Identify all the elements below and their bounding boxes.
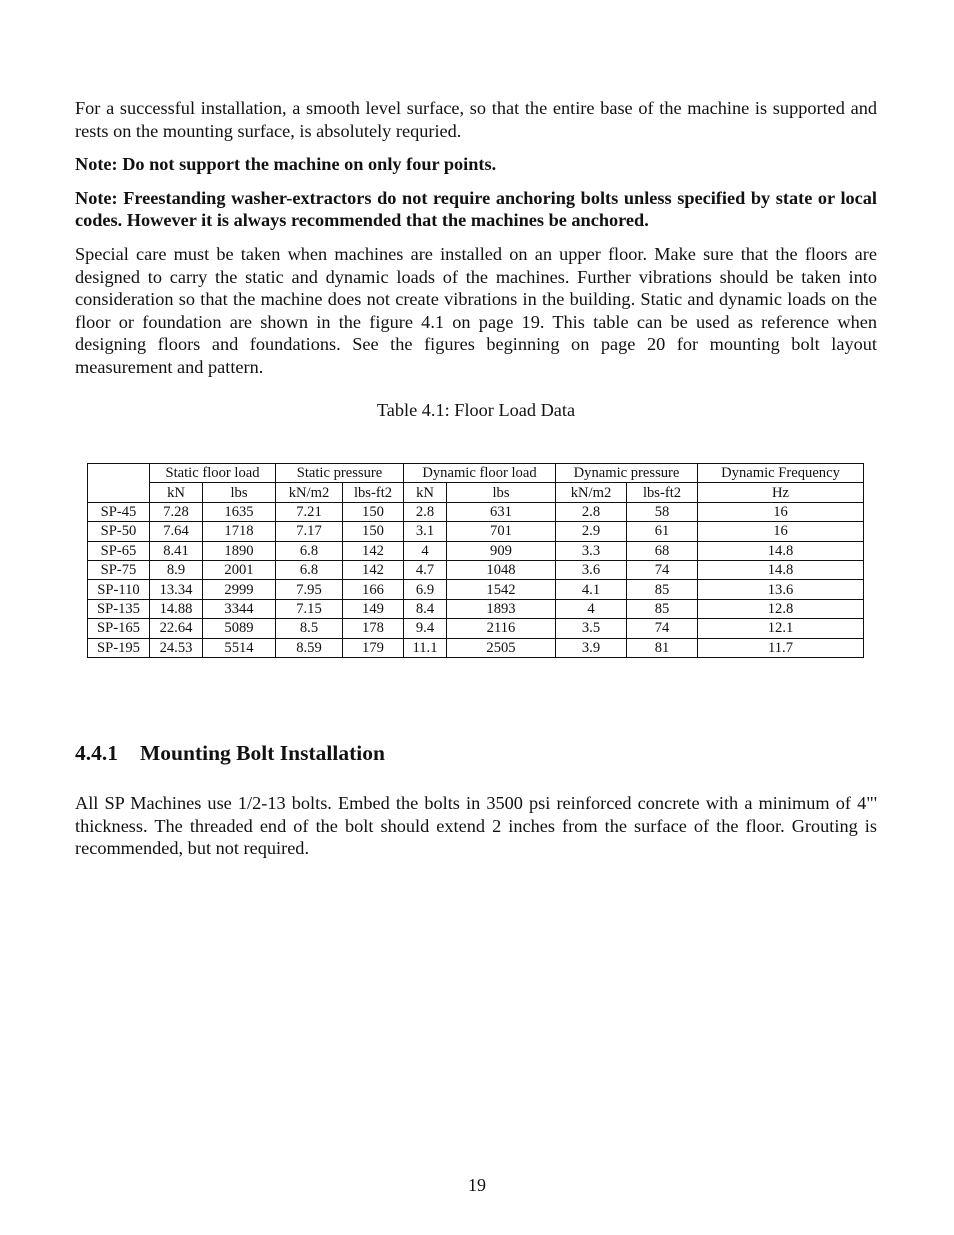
value-cell: 1890 <box>203 541 276 560</box>
value-cell: 5514 <box>203 638 276 657</box>
value-cell: 14.88 <box>150 599 203 618</box>
table-corner-cell <box>88 464 150 503</box>
intro-paragraph: For a successful installation, a smooth level surface, so that the entire base of the machine is supported and rests on the mounting surface, is absolutely requried. <box>75 98 877 141</box>
value-cell: 11.1 <box>404 638 447 657</box>
value-cell: 68 <box>627 541 698 560</box>
value-cell: 2.8 <box>556 502 627 521</box>
value-cell: 2505 <box>447 638 556 657</box>
value-cell: 61 <box>627 522 698 541</box>
header-dynamic-pressure: Dynamic pressure <box>556 464 698 483</box>
value-cell: 6.9 <box>404 580 447 599</box>
value-cell: 74 <box>627 560 698 579</box>
unit-header: Hz <box>698 483 864 502</box>
value-cell: 13.34 <box>150 580 203 599</box>
unit-header: kN <box>150 483 203 502</box>
unit-header: lbs <box>203 483 276 502</box>
model-cell: SP-45 <box>88 502 150 521</box>
model-cell: SP-110 <box>88 580 150 599</box>
value-cell: 8.59 <box>276 638 343 657</box>
model-cell: SP-65 <box>88 541 150 560</box>
value-cell: 631 <box>447 502 556 521</box>
value-cell: 2116 <box>447 619 556 638</box>
model-cell: SP-165 <box>88 619 150 638</box>
value-cell: 1718 <box>203 522 276 541</box>
value-cell: 85 <box>627 599 698 618</box>
mounting-bolt-paragraph: All SP Machines use 1/2-13 bolts. Embed the bolts in 3500 psi reinforced concrete with a minimum of 4"' thickness. The threaded end of the bolt should extend 2 inches from the surface of the floor. Grouting is recommended, but not required. <box>75 793 877 859</box>
section-number: 4.4.1 <box>75 741 118 765</box>
value-cell: 13.6 <box>698 580 864 599</box>
document-page <box>75 97 877 859</box>
value-cell: 1893 <box>447 599 556 618</box>
unit-header: lbs-ft2 <box>343 483 404 502</box>
value-cell: 14.8 <box>698 541 864 560</box>
value-cell: 8.9 <box>150 560 203 579</box>
section-title: Mounting Bolt Installation <box>140 741 385 765</box>
table-row <box>88 638 864 657</box>
header-dynamic-floor-load: Dynamic floor load <box>404 464 556 483</box>
model-cell: SP-195 <box>88 638 150 657</box>
value-cell: 142 <box>343 560 404 579</box>
value-cell: 3.9 <box>556 638 627 657</box>
page-number: 19 <box>468 1175 486 1195</box>
value-cell: 3344 <box>203 599 276 618</box>
header-static-floor-load: Static floor load <box>150 464 276 483</box>
value-cell: 3.6 <box>556 560 627 579</box>
unit-header: lbs <box>447 483 556 502</box>
note-four-points: Note: Do not support the machine on only four points. <box>75 154 497 175</box>
model-cell: SP-50 <box>88 522 150 541</box>
value-cell: 2.8 <box>404 502 447 521</box>
table-body <box>88 502 864 657</box>
value-cell: 3.5 <box>556 619 627 638</box>
value-cell: 4 <box>556 599 627 618</box>
value-cell: 16 <box>698 502 864 521</box>
value-cell: 6.8 <box>276 541 343 560</box>
unit-header: kN <box>404 483 447 502</box>
value-cell: 58 <box>627 502 698 521</box>
value-cell: 178 <box>343 619 404 638</box>
value-cell: 3.1 <box>404 522 447 541</box>
unit-header: kN/m2 <box>556 483 627 502</box>
value-cell: 701 <box>447 522 556 541</box>
value-cell: 4 <box>404 541 447 560</box>
value-cell: 8.5 <box>276 619 343 638</box>
table-row <box>88 560 864 579</box>
value-cell: 5089 <box>203 619 276 638</box>
model-cell: SP-75 <box>88 560 150 579</box>
value-cell: 11.7 <box>698 638 864 657</box>
value-cell: 7.64 <box>150 522 203 541</box>
table-row <box>88 619 864 638</box>
value-cell: 1542 <box>447 580 556 599</box>
value-cell: 3.3 <box>556 541 627 560</box>
header-dynamic-frequency: Dynamic Frequency <box>698 464 864 483</box>
value-cell: 74 <box>627 619 698 638</box>
value-cell: 22.64 <box>150 619 203 638</box>
value-cell: 4.7 <box>404 560 447 579</box>
value-cell: 2001 <box>203 560 276 579</box>
value-cell: 12.8 <box>698 599 864 618</box>
table-group-header-row <box>88 464 864 483</box>
table-row <box>88 522 864 541</box>
value-cell: 4.1 <box>556 580 627 599</box>
table-caption: Table 4.1: Floor Load Data <box>376 399 576 420</box>
value-cell: 909 <box>447 541 556 560</box>
table-unit-header-row <box>88 483 864 502</box>
value-cell: 24.53 <box>150 638 203 657</box>
unit-header: lbs-ft2 <box>627 483 698 502</box>
value-cell: 16 <box>698 522 864 541</box>
value-cell: 7.15 <box>276 599 343 618</box>
value-cell: 7.28 <box>150 502 203 521</box>
table-row <box>88 580 864 599</box>
floor-load-table <box>87 463 864 658</box>
value-cell: 7.21 <box>276 502 343 521</box>
value-cell: 2999 <box>203 580 276 599</box>
value-cell: 7.17 <box>276 522 343 541</box>
value-cell: 1635 <box>203 502 276 521</box>
value-cell: 14.8 <box>698 560 864 579</box>
special-care-paragraph: Special care must be taken when machines are installed on an upper floor. Make sure that the floors are designed to carry the static and dynamic loads of the machines. Further vibrations should be taken into consideration so that the machine does not create vibrations in the building. Static and dynamic loads on the floor or foundation are shown in the figure 4.1 on page 19. This table can be used as reference when designing floors and foundations. See the figures beginning on page 20 for mounting bolt layout measurement and pattern. <box>75 243 877 377</box>
table-row <box>88 502 864 521</box>
value-cell: 149 <box>343 599 404 618</box>
value-cell: 9.4 <box>404 619 447 638</box>
table-row <box>88 541 864 560</box>
value-cell: 150 <box>343 502 404 521</box>
value-cell: 1048 <box>447 560 556 579</box>
value-cell: 179 <box>343 638 404 657</box>
value-cell: 2.9 <box>556 522 627 541</box>
section-heading <box>75 741 385 766</box>
table-row <box>88 599 864 618</box>
model-cell: SP-135 <box>88 599 150 618</box>
value-cell: 85 <box>627 580 698 599</box>
value-cell: 81 <box>627 638 698 657</box>
value-cell: 8.4 <box>404 599 447 618</box>
value-cell: 7.95 <box>276 580 343 599</box>
note-anchoring: Note: Freestanding washer-extractors do not require anchoring bolts unless specified by state or local codes. However it is always recommended that the machines be anchored. <box>75 187 877 231</box>
value-cell: 166 <box>343 580 404 599</box>
unit-header: kN/m2 <box>276 483 343 502</box>
value-cell: 6.8 <box>276 560 343 579</box>
value-cell: 150 <box>343 522 404 541</box>
value-cell: 8.41 <box>150 541 203 560</box>
value-cell: 12.1 <box>698 619 864 638</box>
header-static-pressure: Static pressure <box>276 464 404 483</box>
value-cell: 142 <box>343 541 404 560</box>
